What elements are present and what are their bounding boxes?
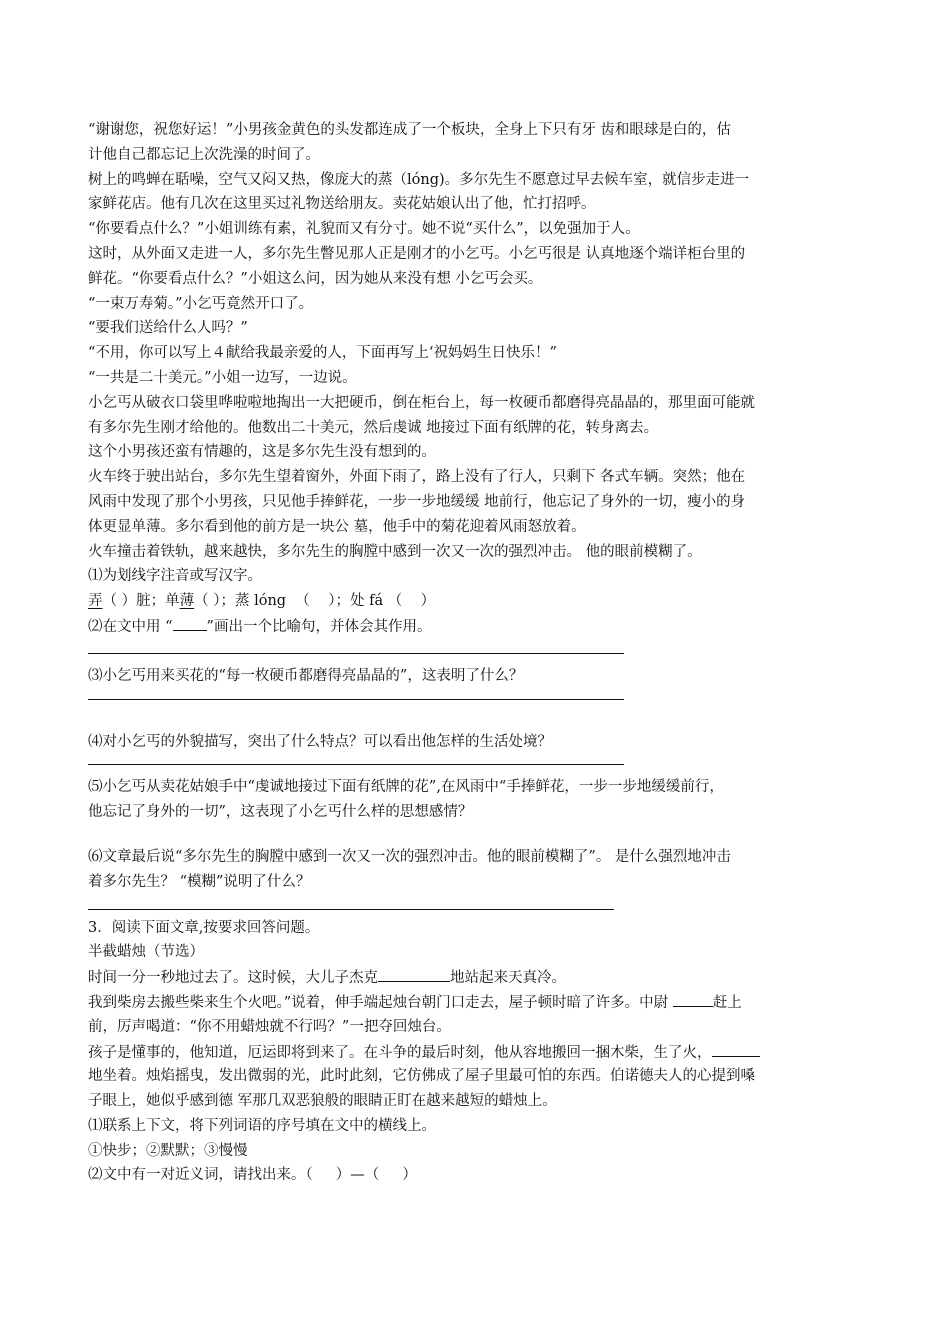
- section-3-heading: 3．阅读下面文章,按要求回答问题。: [88, 919, 320, 936]
- question-1-items: 弄（ ）脏；单薄（ ）；蒸 lóng （ ）；处 fá （ ）: [88, 593, 436, 610]
- section-3-sentence: 地坐着。烛焰摇曳，发出微弱的光，此时此刻，它仿佛成了屋子里最可怕的东西。伯诺德夫人的心提到嗓: [88, 1068, 755, 1085]
- question-6: ⑹文章最后说“多尔先生的胸膛中感到一次又一次的强烈冲击。他的眼前模糊了”。 是什么强烈地冲击: [88, 848, 731, 865]
- section-3-sentence: 我到柴房去搬些柴来生个火吧。”说着，伸手端起烛台朝门口走去，屋子顿时暗了许多。中尉 赶上: [88, 990, 868, 1015]
- story-paragraph: 家鲜花店。他有几次在这里买过礼物送给朋友。卖花姑娘认出了他，忙打招呼。: [88, 196, 596, 213]
- story-paragraph: “谢谢您，祝您好运！”小男孩金黄色的头发都连成了一个板块，全身上下只有牙 齿和眼球是白的，估: [88, 122, 731, 138]
- story-paragraph: 风雨中发现了那个小男孩，只见他手捧鲜花，一步一步地缓缓 地前行，他忘记了身外的一切，瘦小的身: [88, 493, 746, 510]
- story-paragraph: “你要看点什么？”小姐训练有素，礼貌而又有分寸。她不说“买什么”，以免强加于人。: [88, 221, 640, 238]
- section-3-sentence: 前，厉声喝道：“你不用蜡烛就不行吗？”一把夺回烛台。: [88, 1018, 451, 1035]
- fill-blank[interactable]: [712, 1040, 760, 1057]
- story-paragraph: 树上的鸣蝉在聒噪，空气又闷又热，像庞大的蒸（lóng)。多尔先生不愿意过早去候车室，就信步走进一: [88, 171, 750, 188]
- story-paragraph: 小乞丐从破衣口袋里哗啦啦地掏出一大把硬币，倒在柜台上，每一枚硬币都磨得亮晶晶的，那里面可能就: [88, 394, 755, 411]
- story-paragraph: “要我们送给什么人吗？”: [88, 320, 248, 337]
- section-3-question-2: ⑵文中有一对近义词，请找出来。（ ）—（ ）: [88, 1167, 417, 1184]
- question-2: ⑵在文中用 “ ”画出一个比喻句，并体会其作用。: [88, 614, 868, 639]
- story-paragraph: 火车终于驶出站台，多尔先生望着窗外，外面下雨了，路上没有了行人，只剩下 各式车辆。突然；他在: [88, 469, 746, 486]
- story-paragraph: 有多尔先生刚才给他的。他数出二十美元，然后虔诚 地接过下面有纸牌的花，转身离去。: [88, 419, 659, 436]
- underlined-char: 薄: [179, 593, 195, 610]
- story-paragraph: “一束万寿菊。”小乞丐竟然开口了。: [88, 295, 314, 312]
- question-1: ⑴为划线字注音或写汉字。: [88, 568, 262, 585]
- underlined-char: 弄: [88, 593, 103, 610]
- story-paragraph: “一共是二十美元。”小姐一边写，一边说。: [88, 369, 357, 386]
- story-paragraph: 鲜花。“你要看点什么？”小姐这么问，因为她从来没有想 小乞丐会买。: [88, 270, 543, 287]
- story-paragraph: 体更显单薄。多尔看到他的前方是一块公 墓，他手中的菊花迎着风雨怒放着。: [88, 518, 586, 535]
- section-3-sentence: 孩子是懂事的，他知道，厄运即将到来了。在斗争的最后时刻，他从容地搬回一捆木柴，生了火，: [88, 1040, 868, 1065]
- blank-mark: [173, 614, 207, 631]
- section-3-sentence: 子眼上，她似乎感到德 军那几双恶狼般的眼睛正盯在越来越短的蜡烛上。: [88, 1093, 557, 1110]
- story-paragraph: 火车撞击着铁轨，越来越快，多尔先生的胸膛中感到一次又一次的强烈冲击。 他的眼前模糊了。: [88, 543, 702, 560]
- section-3-title: 半截蜡烛（节选）: [88, 944, 204, 961]
- story-paragraph: “不用，你可以写上４献给我最亲爱的人，下面再写上‘祝妈妈生日快乐！”: [88, 345, 557, 362]
- story-paragraph: 计他自己都忘记上次洗澡的时间了。: [88, 146, 320, 163]
- section-3-sentence: 时间一分一秒地过去了。这时候，大儿子杰克 地站起来天真冷。: [88, 965, 868, 990]
- section-3-question-1: ⑴联系上下文，将下列词语的序号填在文中的横线上。: [88, 1117, 436, 1134]
- document-page: [88, 118, 868, 1188]
- fill-blank[interactable]: [378, 965, 450, 982]
- story-paragraph: 这时，从外面又走进一人，多尔先生瞥见那人正是刚才的小乞丐。小乞丐很是 认真地逐个端详柜台里的: [88, 245, 746, 262]
- question-4: ⑷对小乞丐的外貌描写，突出了什么特点？可以看出他怎样的生活处境？: [88, 733, 552, 750]
- question-3: ⑶小乞丐用来买花的“每一枚硬币都磨得亮晶晶的”，这表明了什么？: [88, 667, 524, 684]
- section-3-options: ①快步；②默默；③慢慢: [88, 1142, 248, 1159]
- question-6: 着多尔先生？ “模糊”说明了什么？: [88, 873, 311, 890]
- question-5: 他忘记了身外的一切”，这表现了小乞丐什么样的思想感情？: [88, 804, 473, 821]
- story-paragraph: 这个小男孩还蛮有情趣的，这是多尔先生没有想到的。: [88, 444, 436, 461]
- fill-blank[interactable]: [673, 990, 713, 1007]
- question-5: ⑸小乞丐从卖花姑娘手中“虔诚地接过下面有纸牌的花”,在风雨中“手捧鲜花，一步一步地缓缓前行，: [88, 779, 724, 796]
